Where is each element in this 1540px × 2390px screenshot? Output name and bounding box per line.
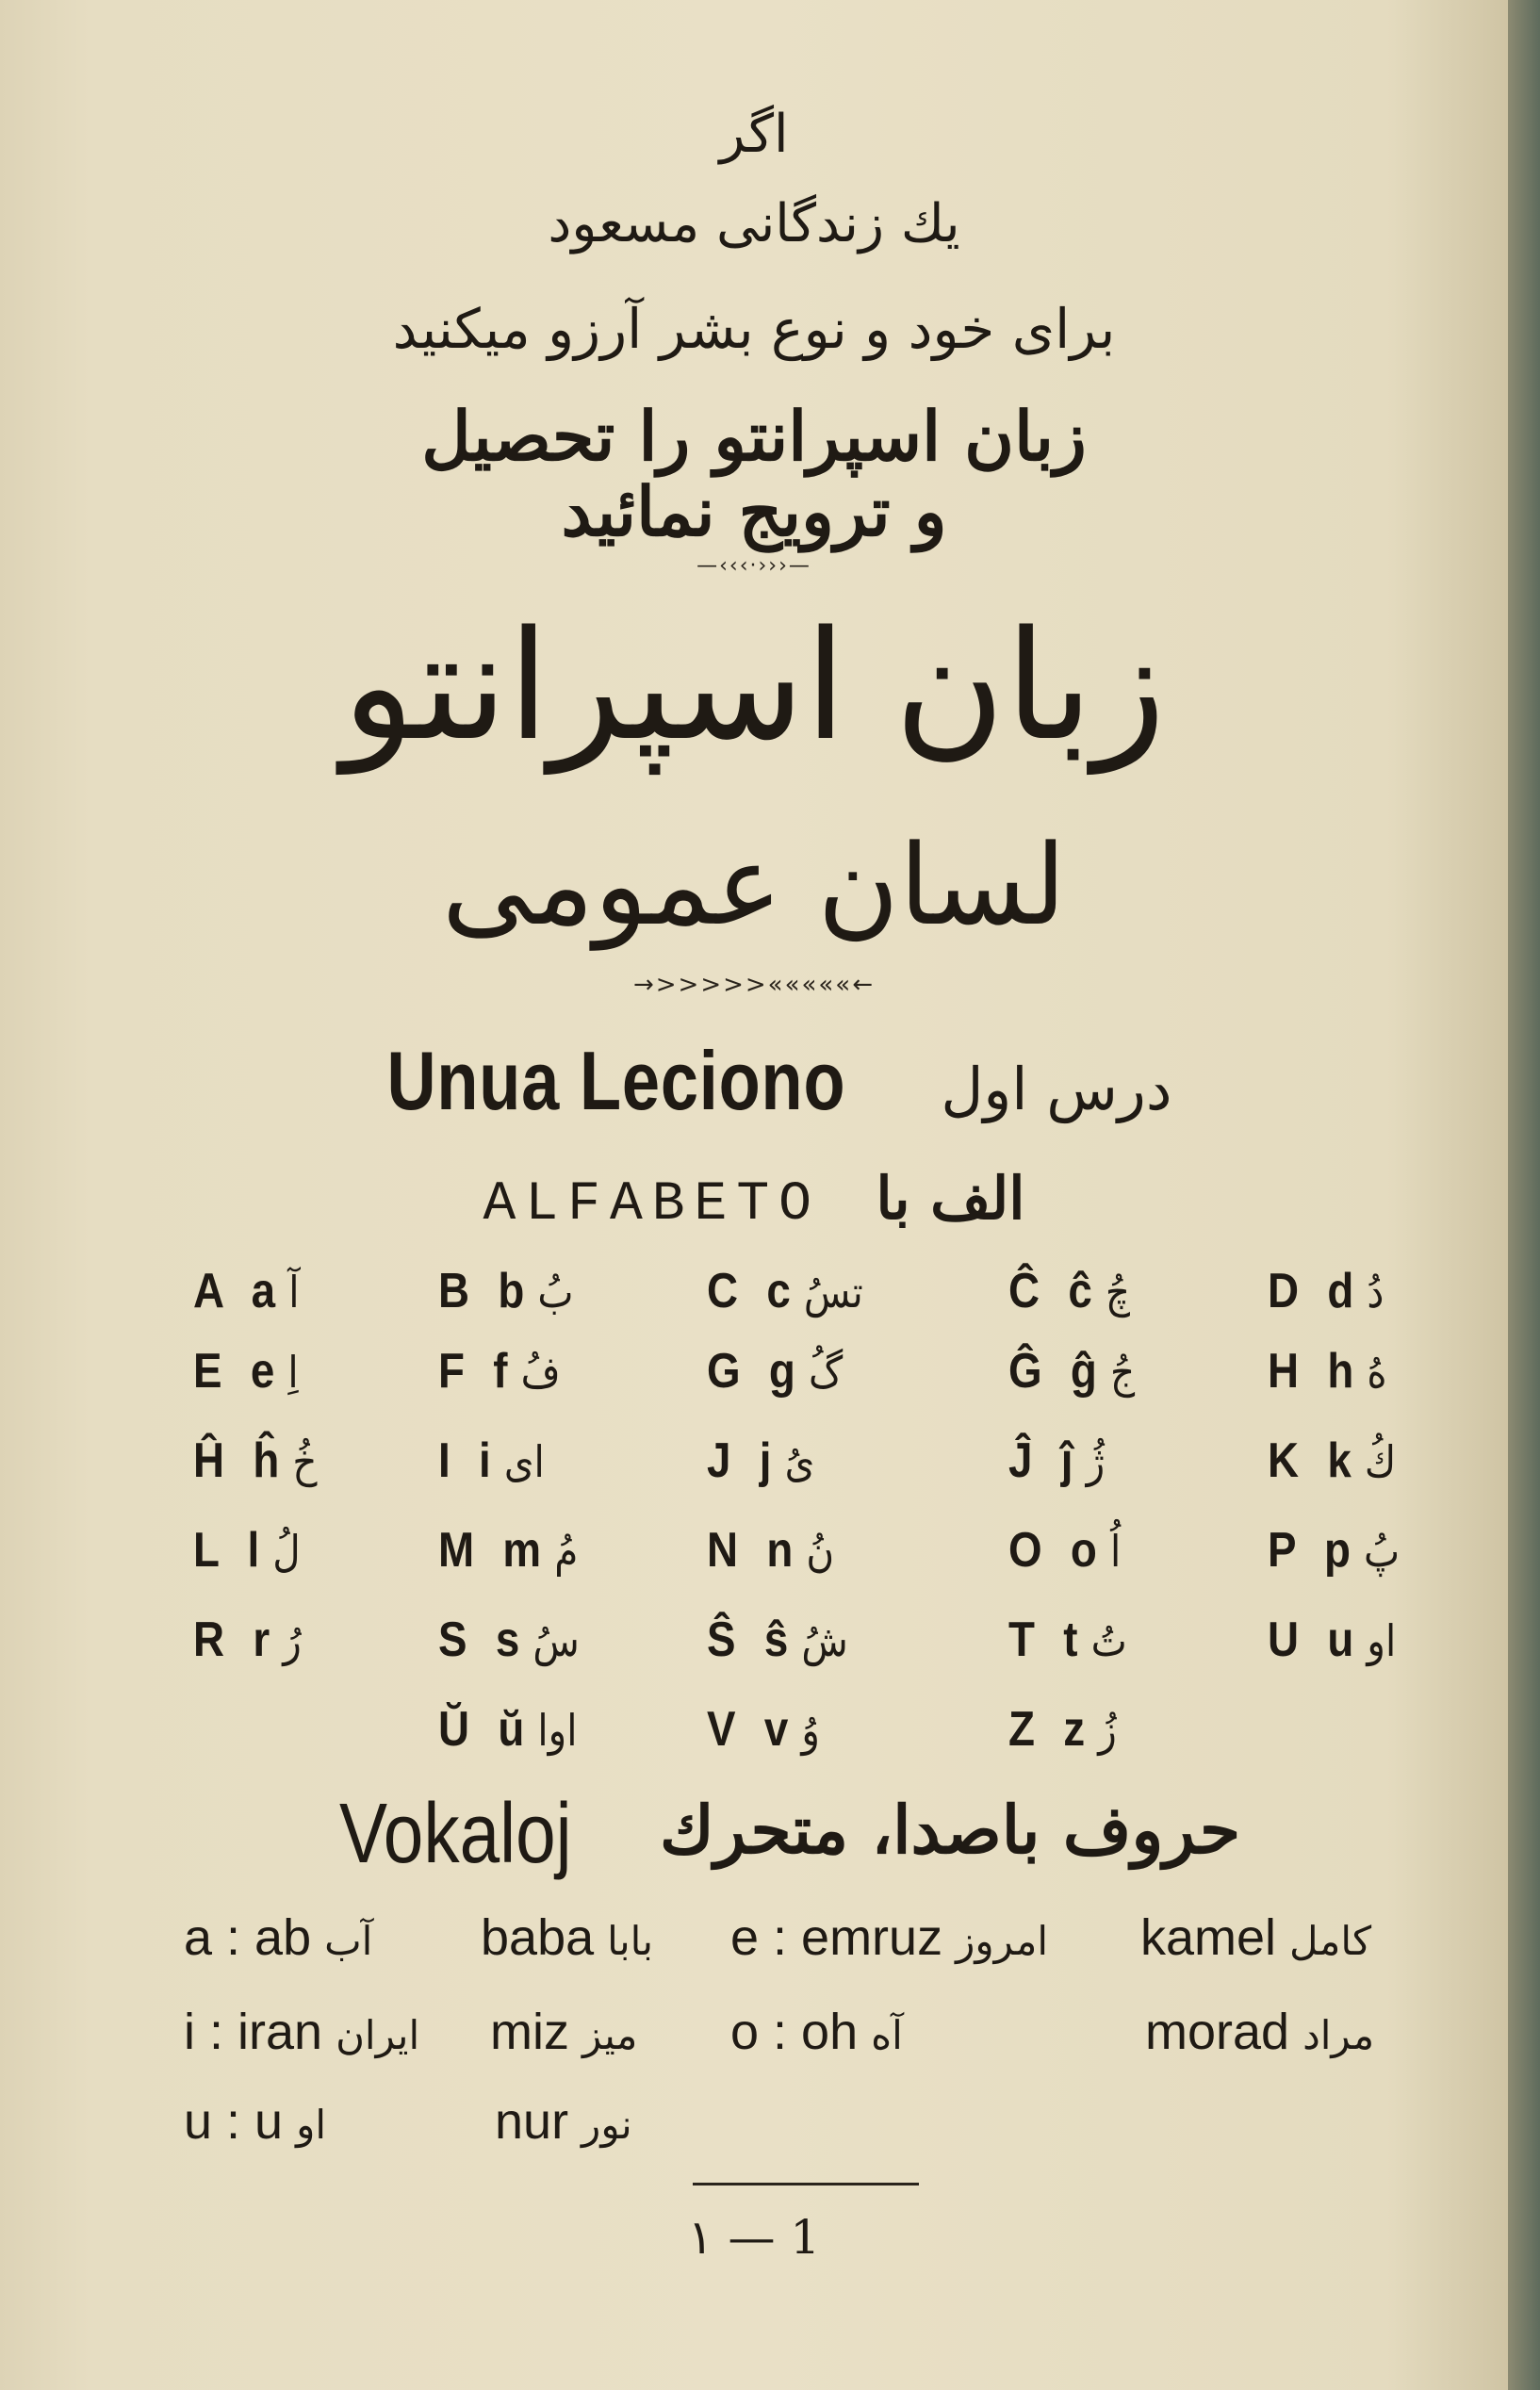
vowel-example [490,2003,637,2061]
vowel-example-persian: آه [871,2012,903,2058]
header-line-5: و ترویج نمائید [561,471,947,551]
ornament-divider: —‹‹‹·›››— [696,554,811,578]
letter-persian: آ [288,1267,300,1318]
alphabet-letter [707,1522,834,1579]
letter-latin: R r [193,1612,278,1667]
main-title: زبان اسپرانتو [342,598,1166,774]
vowel-example-latin: nur [495,2093,569,2150]
letter-latin: E e [193,1344,284,1399]
letter-latin: C c [707,1264,799,1318]
page-number: ۱ — 1 [687,2210,821,2265]
alphabet-letter [1008,1612,1127,1668]
lesson-latin: Unua Leciono [385,1034,845,1127]
vowel-example-persian: میز [582,2012,638,2058]
vowel-example [481,1908,653,1967]
letter-persian: خُ [292,1436,318,1487]
letter-persian: گُ [808,1347,844,1398]
letter-latin: K k [1268,1433,1360,1488]
vowel-example-latin: baba [481,1909,595,1966]
vowel-example [184,2003,419,2061]
alphabet-letter [1268,1263,1384,1319]
alphabet-letter [438,1522,578,1579]
vowel-example [495,2092,632,2151]
header-line-1: اگر [719,104,789,165]
letter-persian: اِ [287,1347,299,1398]
letter-latin: F f [438,1344,516,1399]
vowel-example-persian: ایران [336,2012,420,2058]
letter-latin: G g [707,1344,804,1399]
alphabet-letter [1008,1343,1135,1400]
vowel-example [184,2092,326,2151]
vowel-example [730,2003,903,2061]
lesson-heading [0,1032,1508,1129]
alphabet-heading-latin: ALFABETO [483,1174,821,1236]
alphabet-letter [1008,1522,1121,1579]
vowel-example-latin: a : ab [184,1909,312,1966]
letter-latin: D d [1268,1264,1363,1318]
letter-persian: ای [503,1436,545,1487]
letter-latin: S s [438,1612,529,1667]
vowel-example-persian: نور [582,2102,632,2148]
letter-persian: سُ [532,1615,580,1666]
letter-latin: Ĝ ĝ [1008,1344,1106,1399]
letter-latin: L l [193,1523,268,1578]
letter-persian: ژُ [1086,1436,1106,1487]
letter-persian: لُ [272,1526,301,1577]
letter-latin: M m [438,1523,549,1578]
letter-persian: هُ [1367,1347,1387,1398]
vowels-heading-persian: حروف باصدا، متحرك [660,1791,1241,1869]
vowel-example [730,1908,1048,1967]
alphabet-letter [193,1432,318,1489]
vowel-example-latin: o : oh [730,2004,859,2060]
vowel-example-persian: مراد [1302,2012,1375,2058]
letter-latin: T t [1008,1612,1087,1667]
letter-latin: J j [707,1433,780,1488]
alphabet-letter [438,1343,561,1400]
ornament-divider-2: →>>>>>«««««← [632,971,876,999]
letter-persian: رُ [283,1615,302,1666]
letter-latin: Ŭ ŭ [438,1702,533,1757]
vowel-example [1145,2003,1374,2061]
letter-latin: Ĉ ĉ [1008,1264,1101,1318]
letter-latin: H h [1268,1344,1363,1399]
vowel-example-latin: i : iran [184,2004,323,2060]
alphabet-letter [1008,1701,1117,1758]
letter-persian: بُ [537,1267,574,1318]
vowel-example-persian: کامل [1289,1918,1372,1964]
letter-persian: دُ [1367,1267,1384,1318]
letter-persian: اوا [537,1705,578,1756]
letter-persian: زُ [1098,1705,1117,1756]
letter-persian: مُ [554,1526,579,1577]
alphabet-letter [707,1612,848,1668]
alphabet-letter [1268,1522,1400,1579]
alphabet-letter [438,1612,580,1668]
vowel-example [184,1908,372,1967]
alphabet-letter [193,1263,299,1319]
header-line-4: زبان اسپرانتو را تحصیل [421,396,1087,476]
letter-latin: N n [707,1523,802,1578]
vowel-example-latin: miz [490,2004,569,2060]
subtitle: لسان عمومی [441,820,1067,950]
vowel-example [1140,1908,1371,1967]
page-edge [1508,0,1540,2390]
alphabet-letter [707,1701,820,1758]
alphabet-letter [1008,1432,1105,1489]
alphabet-letter [1268,1612,1396,1668]
letter-latin: U u [1268,1612,1363,1667]
alphabet-letter [438,1701,577,1758]
alphabet-letter [193,1522,301,1579]
letter-latin: A a [193,1264,284,1318]
alphabet-letter [707,1343,843,1400]
letter-persian: او [1367,1615,1397,1666]
alphabet-heading-persian: الف با [876,1164,1025,1233]
letter-persian: اُ [1109,1526,1122,1577]
letter-latin: O o [1008,1523,1106,1578]
letter-latin: Ĵ ĵ [1008,1433,1082,1488]
letter-persian: وُ [801,1705,820,1756]
alphabet-letter [707,1432,814,1489]
letter-latin: Ŝ ŝ [707,1612,797,1667]
alphabet-letter [1008,1263,1130,1319]
letter-persian: تسُ [803,1267,863,1318]
letter-latin: Ĥ ĥ [193,1433,288,1488]
footer-rule [693,2183,919,2185]
vowel-example-latin: e : emruz [730,1909,943,1966]
alphabet-letter [1268,1432,1396,1489]
alphabet-letter [1268,1343,1387,1400]
letter-persian: یُ [784,1436,815,1487]
alphabet-letter [707,1263,863,1319]
alphabet-letter [438,1263,574,1319]
vowel-example-persian: آب [324,1918,373,1964]
header-line-2: یك زندگانی مسعود [548,193,960,254]
letter-persian: نُ [806,1526,835,1577]
letter-latin: I i [438,1433,500,1488]
letter-persian: پُ [1364,1526,1401,1577]
alphabet-heading [0,1164,1508,1236]
vowel-example-latin: kamel [1140,1909,1277,1966]
letter-persian: كُ [1364,1436,1397,1487]
letter-persian: شُ [801,1615,848,1666]
letter-latin: B b [438,1264,533,1318]
header-line-3: برای خود و نوع بشر آرزو میکنید [392,297,1116,361]
alphabet-letter [193,1343,299,1400]
vowel-example-persian: بابا [607,1918,654,1964]
alphabet-letter [438,1432,545,1489]
vowel-example-persian: امروز [956,1918,1048,1964]
vowel-example-latin: u : u [184,2093,284,2150]
letter-persian: فُ [520,1347,561,1398]
vowel-example-persian: او [296,2102,327,2148]
letter-latin: Z z [1008,1702,1093,1757]
vowels-heading-latin: Vokaloj [339,1787,572,1881]
letter-persian: چُ [1105,1267,1131,1318]
alphabet-letter [193,1612,302,1668]
lesson-persian: درس اول [941,1055,1172,1123]
letter-persian: جُ [1109,1347,1136,1398]
letter-latin: V v [707,1702,797,1757]
letter-latin: P p [1268,1523,1359,1578]
vowel-example-latin: morad [1145,2004,1290,2060]
letter-persian: تُ [1090,1615,1127,1666]
